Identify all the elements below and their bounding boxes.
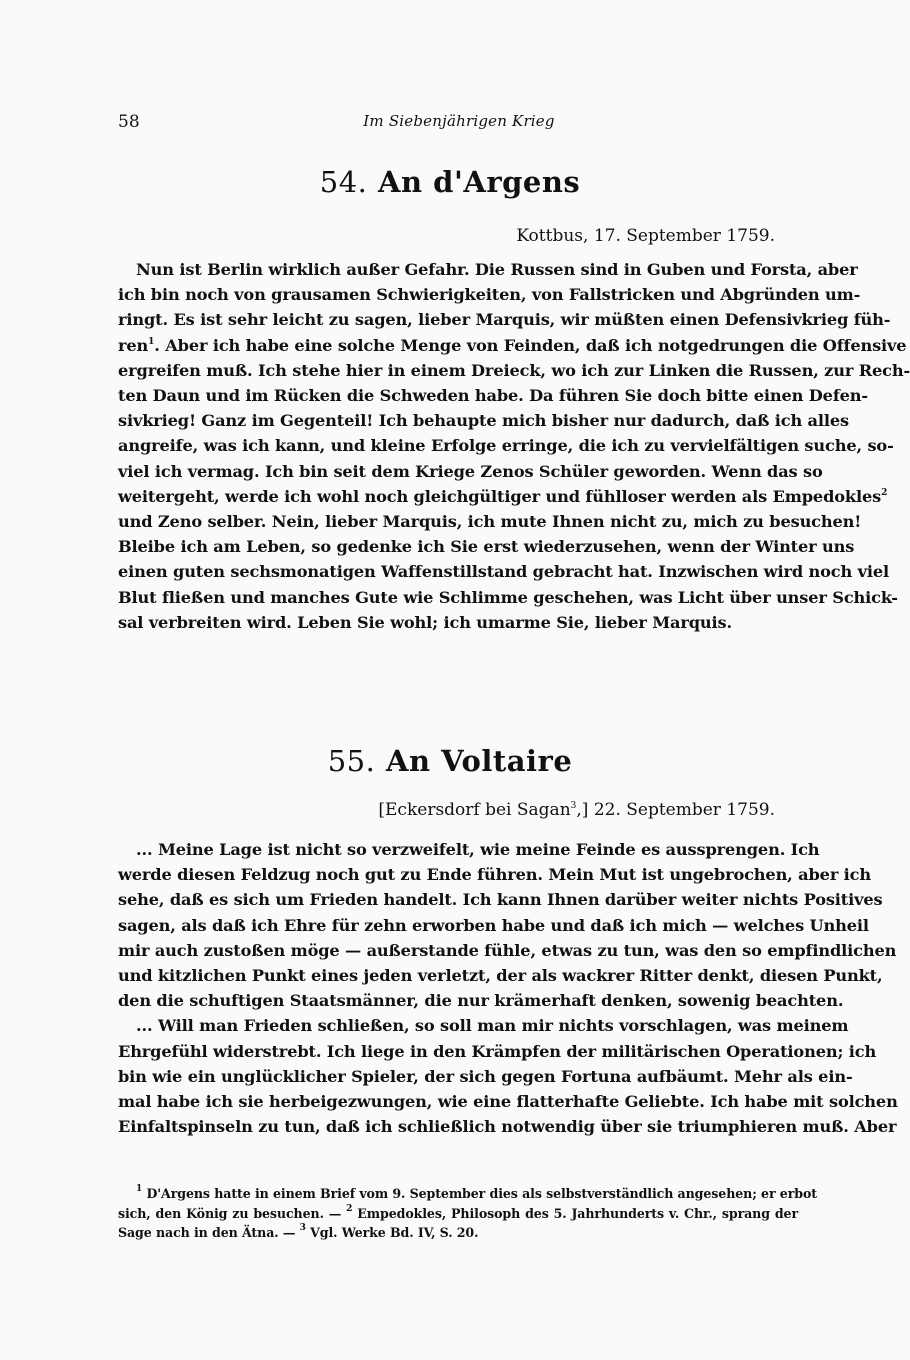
footnote-ref-2[interactable]: 2 bbox=[881, 487, 888, 498]
text-line: werde diesen Feldzug noch gut zu Ende führen. Mein Mut ist ungebrochen, aber ich bbox=[118, 865, 872, 885]
text-line: und kitzlichen Punkt eines jeden verletzt, der als wackrer Ritter denkt, diesen Punkt, bbox=[118, 966, 883, 986]
text-line: ten Daun und im Rücken die Schweden habe. Da führen Sie doch bitte einen Defen- bbox=[118, 386, 868, 406]
letter-55-number: 55. bbox=[327, 744, 376, 778]
text-line: einen guten sechsmonatigen Waffenstillstand gebracht hat. Inzwischen wird noch viel bbox=[118, 562, 889, 582]
text-line: Einfaltspinseln zu tun, daß ich schließlich notwendig über sie triumphieren muß. Aber bbox=[118, 1117, 897, 1137]
text-line: den die schuftigen Staatsmänner, die nur krämerhaft denken, sowenig beachten. bbox=[118, 991, 844, 1011]
text-line: Nun ist Berlin wirklich außer Gefahr. Die Russen sind in Guben und Forsta, aber bbox=[136, 260, 858, 279]
text-line bbox=[118, 484, 888, 509]
letter-54-title: An d'Argens bbox=[377, 165, 581, 199]
letter-54-heading bbox=[0, 165, 900, 199]
text-line: mir auch zustoßen möge — außerstande fühle, etwas zu tun, was den so empfindlichen bbox=[118, 940, 897, 960]
text-line: sagen, als daß ich Ehre für zehn erworben habe und daß ich mich — welches Unheil bbox=[118, 915, 869, 935]
text-line: mal habe ich sie herbeigezwungen, wie eine flatterhafte Geliebte. Ich habe mit solchen bbox=[118, 1092, 898, 1112]
text-line: bin wie ein unglücklicher Spieler, der sich gegen Fortuna aufbäumt. Mehr als ein- bbox=[118, 1066, 853, 1086]
footnote-text: D'Argens hatte in einem Brief vom 9. September dies als selbstverständlich angesehen; er erbot bbox=[146, 1186, 817, 1201]
text-line: angreife, was ich kann, und kleine Erfolge erringe, die ich zu vervielfältigen suche, so- bbox=[118, 436, 894, 456]
dateline-date: ,] 22. September 1759. bbox=[576, 800, 775, 820]
letter-55-dateline bbox=[378, 800, 775, 820]
text-line: Ehrgefühl widerstrebt. Ich liege in den Krämpfen der militärischen Operationen; ich bbox=[118, 1041, 877, 1061]
letter-54-dateline: Kottbus, 17. September 1759. bbox=[516, 226, 775, 246]
text-line: ringt. Es ist sehr leicht zu sagen, lieber Marquis, wir müßten einen Defensivkrieg füh- bbox=[118, 310, 891, 330]
letter-55-body bbox=[118, 837, 898, 1139]
text-line bbox=[118, 333, 907, 358]
footnote-mark-1: 1 bbox=[136, 1184, 143, 1194]
text-fragment: . Aber ich habe eine solche Menge von Feinden, daß ich notgedrungen die Offensive bbox=[154, 335, 907, 355]
footnote-mark-3: 3 bbox=[299, 1223, 306, 1233]
text-line: Blut fließen und manches Gute wie Schlimme geschehen, was Licht über unser Schick- bbox=[118, 587, 898, 607]
letter-55-title: An Voltaire bbox=[385, 744, 573, 778]
text-fragment: ren bbox=[118, 335, 149, 355]
footnote-text: Empedokles, Philosoph des 5. Jahrhunderts v. Chr., sprang der bbox=[357, 1205, 798, 1221]
text-line: und Zeno selber. Nein, lieber Marquis, ich mute Ihnen nicht zu, mich zu besuchen! bbox=[118, 512, 862, 532]
footnote-text: sich, den König zu besuchen. — bbox=[118, 1205, 347, 1221]
footnote-text: Sage nach in den Ätna. — bbox=[118, 1225, 300, 1240]
text-line: sal verbreiten wird. Leben Sie wohl; ich umarme Sie, lieber Marquis. bbox=[118, 612, 732, 632]
footnote-mark-2: 2 bbox=[346, 1203, 353, 1214]
dateline-place: [Eckersdorf bei Sagan bbox=[378, 800, 571, 820]
text-line: ich bin noch von grausamen Schwierigkeiten, von Fallstricken und Abgründen um- bbox=[118, 285, 861, 305]
text-line: sehe, daß es sich um Frieden handelt. Ich kann Ihnen darüber weiter nichts Positives bbox=[118, 890, 883, 910]
running-title: Im Siebenjährigen Krieg bbox=[363, 112, 555, 130]
footnotes bbox=[118, 1184, 817, 1243]
letter-54-body bbox=[118, 257, 910, 635]
letter-54-number: 54. bbox=[319, 165, 368, 199]
letter-55-heading bbox=[0, 744, 900, 778]
footnote-text: Vgl. Werke Bd. IV, S. 20. bbox=[310, 1225, 479, 1240]
text-line: sivkrieg! Ganz im Gegenteil! Ich behaupte mich bisher nur dadurch, daß ich alles bbox=[118, 411, 850, 431]
footnote-ref-3[interactable]: 3 bbox=[570, 801, 577, 811]
running-head bbox=[118, 112, 800, 136]
footnote-line bbox=[118, 1184, 817, 1204]
footnote-line bbox=[118, 1223, 798, 1243]
text-line: Bleibe ich am Leben, so gedenke ich Sie erst wiederzusehen, wenn der Winter uns bbox=[118, 537, 855, 557]
page-number: 58 bbox=[118, 112, 140, 132]
footnote-line bbox=[118, 1204, 798, 1224]
text-line: viel ich vermag. Ich bin seit dem Kriege Zenos Schüler geworden. Wenn das so bbox=[118, 461, 823, 481]
text-line: ... Meine Lage ist nicht so verzweifelt, wie meine Feinde es aussprengen. Ich bbox=[136, 840, 820, 859]
text-line: ergreifen muß. Ich stehe hier in einem Dreieck, wo ich zur Linken die Russen, zur Rech- bbox=[118, 360, 910, 380]
text-fragment: weitergeht, werde ich wohl noch gleichgültiger und fühlloser werden als Empedokles bbox=[118, 486, 882, 506]
footnote-ref-1[interactable]: 1 bbox=[148, 336, 155, 347]
text-line: ... Will man Frieden schließen, so soll man mir nichts vorschlagen, was meinem bbox=[136, 1016, 849, 1036]
